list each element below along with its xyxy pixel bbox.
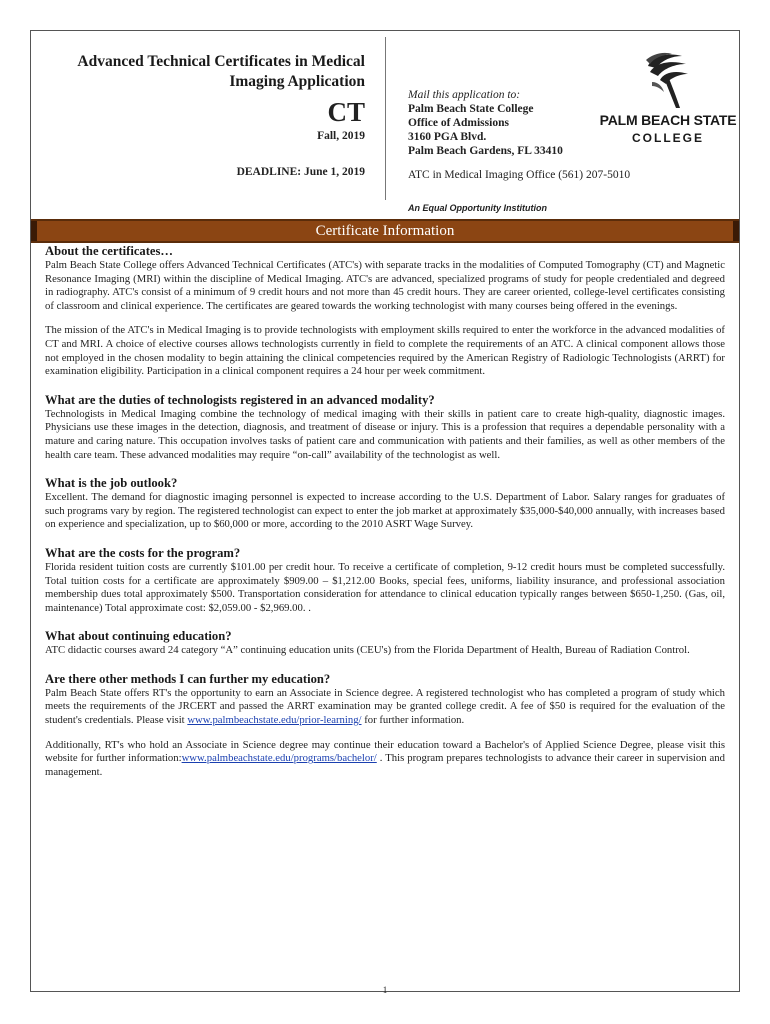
document-title-line2: Imaging Application (229, 73, 365, 90)
about-paragraph-1: Palm Beach State College offers Advanced Technical Certificates (ATC's) with separate tracks in the modalities of Computed Tomography (CT) and Magnetic Resonance Imaging (MRI) within the discipline of Medical Imaging. ATC's are advanced, specialized programs of study for people credentialed and degreed in radiography. ATC's consist of a minimum of 9 credit hours and not more than 45 credit hours. They are career oriented, college-level certificates consisting of classroom and clinical experience. The certificates are geared towards the working technologist with many courses being offered in the evenings. (45, 259, 725, 312)
further-paragraph-2 (45, 739, 725, 780)
further-text-1: Palm Beach State offers RT's the opportunity to earn an Associate in Science degree. A registered technologist who has completed a program of study which meets the requirements of the JRCERT and passed the ARRT examination may be granted college credit. A fee of $50 is required for the evaluation of the student's credentials. Please visit (45, 686, 725, 727)
certificate-info-content (45, 244, 725, 779)
logo-text-name: PALM BEACH STATE (599, 112, 737, 128)
address-line-3: 3160 PGA Blvd. (408, 131, 487, 143)
bachelor-link[interactable]: www.palmbeachstate.edu/programs/bachelor/ (181, 752, 377, 765)
duties-paragraph: Technologists in Medical Imaging combine the technology of medical imaging with their skills in patient care to create high-quality, diagnostic images. Physicians use these images in the detection, diagnosis, and treatment of disease or injury. This is a profession that requires a dependable personality with a mature and caring nature. This occupation involves tasks of patient care and communication with patients and their families, as well as other members of the health care team. These advanced modalities may require “on-call” availability of the technologist as well. (45, 407, 725, 461)
prior-learning-link[interactable]: www.palmbeachstate.edu/prior-learning/ (187, 714, 362, 727)
deadline-label: DEADLINE: June 1, 2019 (236, 166, 365, 178)
office-phone: ATC in Medical Imaging Office (561) 207-5010 (408, 169, 631, 181)
further-paragraph-1 (45, 687, 725, 728)
costs-paragraph: Florida resident tuition costs are currently $101.00 per credit hour. To receive a certificate of completion, 9-12 credit hours must be completed successfully. Total tuition costs for a certificate are approximately $909.00 – $1,212.00 Books, special fees, uniforms, liability insurance, and professional association membership dues total approximately $500. Transportation consideration for attendance to clinical education typically ranges between $650-1,250. (Gas, oil, maintenance) Total approximate cost: $2,059.00 - $2,969.00. . (45, 560, 725, 614)
banner-title: Certificate Information (315, 223, 455, 239)
document-title-line1: Advanced Technical Certificates in Medical (77, 53, 365, 70)
further-text-3: Additionally, RT's who hold an Associate in Science degree may continue their education toward a Bachelor's of Applied Science Degree, please visit this website for further information: (45, 738, 725, 765)
further-heading: Are there other methods I can further my education? (45, 671, 331, 686)
equal-opportunity-label: An Equal Opportunity Institution (408, 203, 547, 213)
mail-label: Mail this application to: (408, 89, 521, 101)
outlook-paragraph: Excellent. The demand for diagnostic imaging personnel is expected to increase according to the U.S. Department of Labor. Salary ranges for graduates of such programs vary by region. The registered technologist can expect to enter the job market at approximately $35,000-$40,000 annually, with increases based on experience and specialization, up to $60,000 or more, according to the 2010 ASRT Wage Survey. (45, 491, 725, 531)
term-label: Fall, 2019 (317, 130, 365, 142)
further-text-2: for further information. (361, 714, 465, 727)
continuing-paragraph: ATC didactic courses award 24 category “A” continuing education units (CEU's) from the Florida Department of Health, Bureau of Radiation Control. (45, 644, 690, 657)
outlook-heading: What is the job outlook? (45, 476, 178, 491)
address-line-1: Palm Beach State College (408, 103, 534, 115)
palm-tree-icon (642, 52, 690, 110)
further-text-4: . This program prepares technologists to advance their career in supervision and management. (45, 752, 725, 778)
continuing-heading: What about continuing education? (45, 629, 232, 644)
about-paragraph-2: The mission of the ATC's in Medical Imaging is to provide technologists with employment skills required to enter the workforce in the advanced modalities of CT and MRI. A choice of elective courses allows technologists currently in field to complete the requirements of an ATC. A clinical component allows those not employed in the chosen modality to begin attaining the clinical competencies required by the American Registry of Radiologic Technologists (ARRT) for examination eligibility. Participation in a clinical component requires a 24 hour per week commitment. (45, 324, 725, 378)
logo-text-college: COLLEGE (631, 131, 704, 145)
about-heading: About the certificates… (45, 244, 173, 258)
page-number: 1 (382, 985, 388, 995)
banner-cap-right (733, 221, 739, 241)
costs-heading: What are the costs for the program? (45, 545, 241, 560)
mailing-address (408, 88, 563, 158)
header-divider (385, 37, 386, 200)
program-code: CT (327, 97, 365, 127)
college-logo (598, 50, 738, 150)
address-line-4: Palm Beach Gardens, FL 33410 (408, 145, 563, 157)
section-banner (31, 219, 739, 243)
duties-heading: What are the duties of technologists registered in an advanced modality? (45, 392, 435, 407)
header-block (40, 52, 365, 178)
address-line-2: Office of Admissions (408, 117, 509, 129)
